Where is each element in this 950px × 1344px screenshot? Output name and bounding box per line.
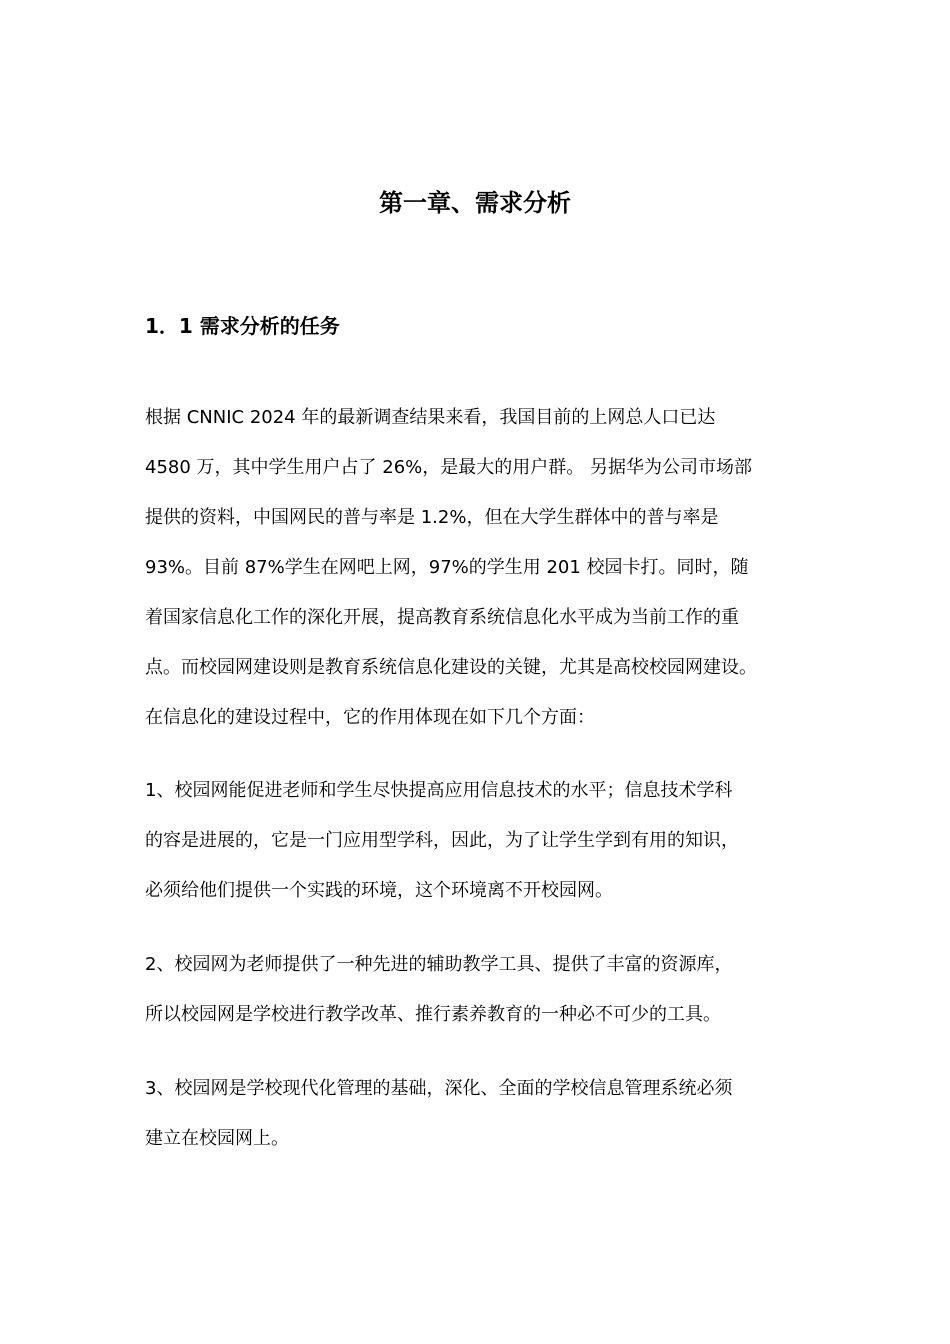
text-line: 着国家信息化工作的深化开展，提高教育系统信息化水平成为当前工作的重	[145, 607, 739, 628]
text-line: 93%。目前 87%学生在网吧上网，97%的学生用 201 校园卡打。同时，随	[145, 557, 749, 578]
text-line: 4580 万，其中学生用户占了 26%，是最大的用户群。 另据华为公司市场部	[145, 457, 752, 478]
list-item-paragraph-3	[145, 1064, 805, 1164]
text-line: 2、校园网为老师提供了一种先进的辅助教学工具、提供了丰富的资源库，	[145, 954, 733, 975]
text-line: 在信息化的建设过程中，它的作用体现在如下几个方面：	[145, 707, 595, 728]
text-line: 所以校园网是学校进行教学改革、推行素养教育的一种必不可少的工具。	[145, 1004, 721, 1025]
list-item-paragraph-2	[145, 940, 805, 1040]
section-title: 1．1 需求分析的任务	[145, 314, 340, 338]
chapter-title: 第一章、需求分析	[379, 189, 571, 217]
text-line: 的容是进展的，它是一门应用型学科，因此，为了让学生学到有用的知识，	[145, 830, 739, 851]
text-line: 建立在校园网上。	[145, 1128, 289, 1149]
text-line: 点。而校园网建设则是教育系统信息化建设的关键，尤其是高校校园网建设。	[145, 657, 757, 678]
text-line: 提供的资料，中国网民的普与率是 1.2%，但在大学生群体中的普与率是	[145, 507, 719, 528]
intro-paragraph	[145, 393, 805, 743]
text-line: 3、校园网是学校现代化管理的基础，深化、全面的学校信息管理系统必须	[145, 1078, 733, 1099]
list-item-paragraph-1	[145, 766, 805, 916]
text-line: 1、校园网能促进老师和学生尽快提高应用信息技术的水平；信息技术学科	[145, 780, 733, 801]
text-line: 必须给他们提供一个实践的环境，这个环境离不开校园网。	[145, 880, 613, 901]
text-line: 根据 CNNIC 2024 年的最新调查结果来看，我国目前的上网总人口已达	[145, 407, 716, 428]
